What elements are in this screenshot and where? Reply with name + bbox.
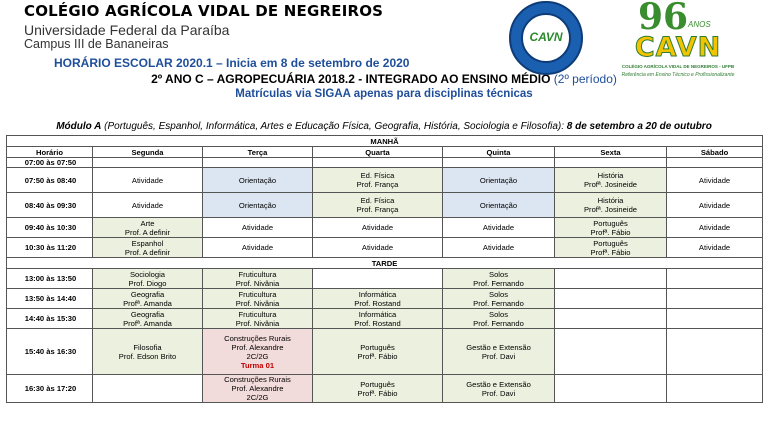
table-row	[7, 269, 763, 289]
cell-line: Português	[593, 218, 628, 228]
cell-line: Profª. Amanda	[123, 318, 172, 328]
cell-sexta	[555, 289, 667, 309]
cell-segunda	[93, 158, 203, 168]
cell-sexta	[555, 238, 667, 258]
cell-terca	[203, 269, 313, 289]
cell-line: Gestão e Extensão	[466, 342, 531, 352]
col-header-5: Sexta	[555, 147, 667, 158]
cell-quarta	[313, 168, 443, 193]
cell-sabado	[667, 158, 763, 168]
cell-line: Profª. Fábio	[590, 227, 631, 237]
cell-line: Geografia	[130, 289, 165, 299]
cell-line: Orientação	[238, 175, 277, 185]
cell-quarta	[313, 218, 443, 238]
time-cell	[7, 289, 93, 309]
cell-line: Prof. A definir	[124, 247, 171, 257]
time-cell	[7, 158, 93, 168]
cell-line: Atividade	[698, 200, 731, 210]
cell-line: Prof. Edson Brito	[118, 351, 177, 361]
cell-sabado	[667, 329, 763, 375]
cell-line: Construções Rurais	[224, 375, 291, 384]
time-cell	[7, 329, 93, 375]
cell-line: Espanhol	[131, 238, 164, 248]
cell-line: Fruticultura	[238, 309, 277, 319]
time-cell	[7, 238, 93, 258]
cell-line: Profª. Fábio	[357, 388, 398, 398]
time-label: 15:40 às 16:30	[24, 347, 77, 356]
time-label: 10:30 às 11:20	[24, 243, 77, 252]
badge-slogan: Referência em Ensino Técnico e Profissionalizante	[621, 72, 735, 78]
cell-terca	[203, 329, 313, 375]
cell-line: Profª. Josineide	[583, 180, 638, 189]
module-line	[0, 121, 768, 132]
cell-quinta	[443, 168, 555, 193]
cell-quinta	[443, 238, 555, 258]
cell-line: Prof. Nivânia	[235, 318, 280, 328]
cell-line: Prof. Alexandre	[231, 384, 284, 393]
badge-subtitle: COLÉGIO AGRÍCOLA VIDAL DE NEGREIROS - UFPB	[621, 64, 735, 69]
time-cell	[7, 269, 93, 289]
turma-note: Turma 01	[240, 360, 275, 370]
cell-sexta	[555, 375, 667, 403]
cell-line: Prof. Alexandre	[231, 342, 284, 352]
table-row	[7, 193, 763, 218]
section-header: TARDE	[7, 258, 763, 269]
class-name: 2º ANO C – AGROPECUÁRIA 2018.2 - INTEGRADO AO ENSINO MÉDIO	[151, 72, 551, 86]
cell-line: Atividade	[361, 223, 394, 232]
cell-line: Orientação	[479, 200, 518, 210]
cell-line: Português	[360, 379, 395, 389]
cell-line: Português	[593, 238, 628, 248]
cell-sabado	[667, 269, 763, 289]
cell-line: Atividade	[131, 175, 164, 185]
cell-segunda	[93, 269, 203, 289]
table-row	[7, 289, 763, 309]
col-header-2: Terça	[203, 147, 313, 158]
cell-quarta	[313, 329, 443, 375]
cell-quinta	[443, 375, 555, 403]
cell-quinta	[443, 289, 555, 309]
cell-segunda	[93, 309, 203, 329]
module-dates: 8 de setembro a 20 de outubro	[566, 121, 712, 132]
cell-line: Atividade	[698, 243, 731, 252]
section-header: MANHÃ	[7, 136, 763, 147]
cell-terca	[203, 238, 313, 258]
cell-line: Solos	[489, 309, 508, 319]
badge-years: ANOS	[688, 20, 711, 29]
cell-line: Atividade	[361, 243, 394, 252]
module-label: Módulo A	[56, 121, 102, 132]
cell-sexta	[555, 158, 667, 168]
cell-line: Profª. Amanda	[123, 298, 172, 308]
cell-sabado	[667, 218, 763, 238]
school-seal-logo	[509, 1, 583, 75]
cell-sabado	[667, 238, 763, 258]
cell-line: Gestão e Extensão	[466, 379, 531, 389]
cell-line: Filosofia	[133, 342, 162, 352]
time-label: 09:40 às 10:30	[24, 223, 77, 232]
cell-segunda	[93, 168, 203, 193]
badge-name: CAVN	[634, 32, 722, 63]
cell-terca	[203, 309, 313, 329]
cell-sabado	[667, 193, 763, 218]
cell-sabado	[667, 168, 763, 193]
time-label: 07:00 às 07:50	[24, 158, 77, 167]
cell-line: Prof. Rostand	[354, 298, 401, 308]
cell-terca	[203, 218, 313, 238]
table-row	[7, 168, 763, 193]
cell-quinta	[443, 329, 555, 375]
col-header-4: Quinta	[443, 147, 555, 158]
university-name: Universidade Federal da Paraíba	[24, 22, 230, 38]
cell-line: Profª. Fábio	[357, 351, 398, 361]
badge-number: 96	[638, 0, 689, 38]
col-header-1: Segunda	[93, 147, 203, 158]
enrollment-note: Matrículas via SIGAA apenas para disciplinas técnicas	[235, 88, 533, 100]
seal-text: CAVN	[529, 30, 563, 44]
cell-line: 2C/2G	[246, 351, 269, 361]
time-label: 16:30 às 17:20	[24, 384, 77, 393]
cell-line: Atividade	[698, 175, 731, 185]
campus-name: Campus III de Bananeiras	[24, 37, 169, 51]
time-cell	[7, 168, 93, 193]
cell-line: Orientação	[238, 200, 277, 210]
cell-line: Prof. Davi	[481, 351, 516, 361]
cell-line: Ed. Física	[360, 196, 395, 205]
col-header-0: Horário	[7, 147, 93, 158]
cell-terca	[203, 168, 313, 193]
cell-sexta	[555, 329, 667, 375]
cell-line: Informática	[358, 289, 397, 299]
cell-segunda	[93, 289, 203, 309]
cell-sabado	[667, 375, 763, 403]
col-header-6: Sábado	[667, 147, 763, 158]
table-row	[7, 158, 763, 168]
cell-line: Informática	[358, 309, 397, 319]
cell-line: Prof. França	[356, 205, 399, 214]
cell-segunda	[93, 218, 203, 238]
cell-quarta	[313, 193, 443, 218]
cell-quarta	[313, 309, 443, 329]
cell-line: Prof. A definir	[124, 227, 171, 237]
cell-line: Prof. França	[356, 180, 399, 189]
cell-segunda	[93, 238, 203, 258]
time-cell	[7, 193, 93, 218]
cell-quarta	[313, 269, 443, 289]
cell-sexta	[555, 218, 667, 238]
table-row	[7, 238, 763, 258]
time-cell	[7, 309, 93, 329]
cell-line: Fruticultura	[238, 289, 277, 299]
cell-line: História	[597, 196, 624, 205]
time-cell	[7, 218, 93, 238]
cell-line: Orientação	[479, 175, 518, 185]
section-row	[7, 136, 763, 147]
cell-line: Solos	[489, 289, 508, 299]
cell-sabado	[667, 309, 763, 329]
cell-line: Prof. Nivânia	[235, 278, 280, 288]
cell-quinta	[443, 193, 555, 218]
class-period: (2º período)	[553, 72, 617, 86]
cell-line: Atividade	[241, 243, 274, 252]
table-row	[7, 218, 763, 238]
cell-line: Profª. Fábio	[590, 247, 631, 257]
module-subjects: (Português, Espanhol, Informática, Artes e Educação Física, Geografia, História, Sociologia e Filosofia):	[101, 121, 567, 132]
cell-quarta	[313, 158, 443, 168]
cell-terca	[203, 158, 313, 168]
time-label: 07:50 às 08:40	[24, 175, 77, 185]
cell-line: Prof. Fernando	[473, 278, 524, 288]
col-header-3: Quarta	[313, 147, 443, 158]
time-label: 13:50 às 14:40	[24, 294, 77, 303]
cell-line: Atividade	[482, 223, 515, 232]
table-row	[7, 329, 763, 375]
time-label: 13:00 às 13:50	[24, 274, 77, 283]
cell-line: Prof. Rostand	[354, 318, 401, 328]
cell-quarta	[313, 238, 443, 258]
cell-line: Prof. Nivânia	[235, 298, 280, 308]
cell-line: Fruticultura	[238, 269, 277, 279]
cell-line: Prof. Fernando	[473, 298, 524, 308]
column-header-row	[7, 147, 763, 158]
cell-quarta	[313, 375, 443, 403]
cell-terca	[203, 375, 313, 403]
cell-quinta	[443, 218, 555, 238]
cell-line: Ed. Física	[360, 171, 395, 180]
cell-line: Atividade	[131, 200, 164, 210]
cell-line: Construções Rurais	[224, 333, 291, 343]
cell-line: Sociologia	[129, 269, 166, 279]
table-row	[7, 375, 763, 403]
cell-line: Solos	[489, 269, 508, 279]
cell-sexta	[555, 309, 667, 329]
cell-quinta	[443, 269, 555, 289]
cell-line: 2C/2G	[246, 393, 269, 402]
cell-sexta	[555, 269, 667, 289]
cell-quinta	[443, 158, 555, 168]
time-label: 08:40 às 09:30	[24, 200, 77, 210]
cell-terca	[203, 289, 313, 309]
cell-sabado	[667, 289, 763, 309]
cell-line: Arte	[140, 218, 155, 228]
cell-line: Profª. Josineide	[583, 205, 638, 214]
cell-line: Prof. Diogo	[128, 278, 167, 288]
cell-line: História	[597, 171, 624, 180]
cell-segunda	[93, 329, 203, 375]
cell-terca	[203, 193, 313, 218]
time-cell	[7, 375, 93, 403]
schedule-title: HORÁRIO ESCOLAR 2020.1 – Inicia em 8 de setembro de 2020	[54, 56, 410, 70]
school-title: COLÉGIO AGRÍCOLA VIDAL DE NEGREIROS	[24, 2, 384, 20]
anniversary-badge-logo	[616, 0, 738, 86]
cell-quinta	[443, 309, 555, 329]
cell-line: Português	[360, 342, 395, 352]
cell-segunda	[93, 375, 203, 403]
cell-segunda	[93, 193, 203, 218]
table-row	[7, 309, 763, 329]
section-row	[7, 258, 763, 269]
cell-line: Prof. Davi	[481, 388, 516, 398]
cell-sexta	[555, 168, 667, 193]
cell-line: Geografia	[130, 309, 165, 319]
time-label: 14:40 às 15:30	[24, 314, 77, 323]
cell-line: Atividade	[698, 223, 731, 232]
cell-line: Prof. Fernando	[473, 318, 524, 328]
cell-sexta	[555, 193, 667, 218]
cell-line: Atividade	[241, 223, 274, 232]
seal-inner	[521, 13, 571, 63]
cell-quarta	[313, 289, 443, 309]
schedule-table	[6, 135, 763, 403]
cell-line: Atividade	[482, 243, 515, 252]
